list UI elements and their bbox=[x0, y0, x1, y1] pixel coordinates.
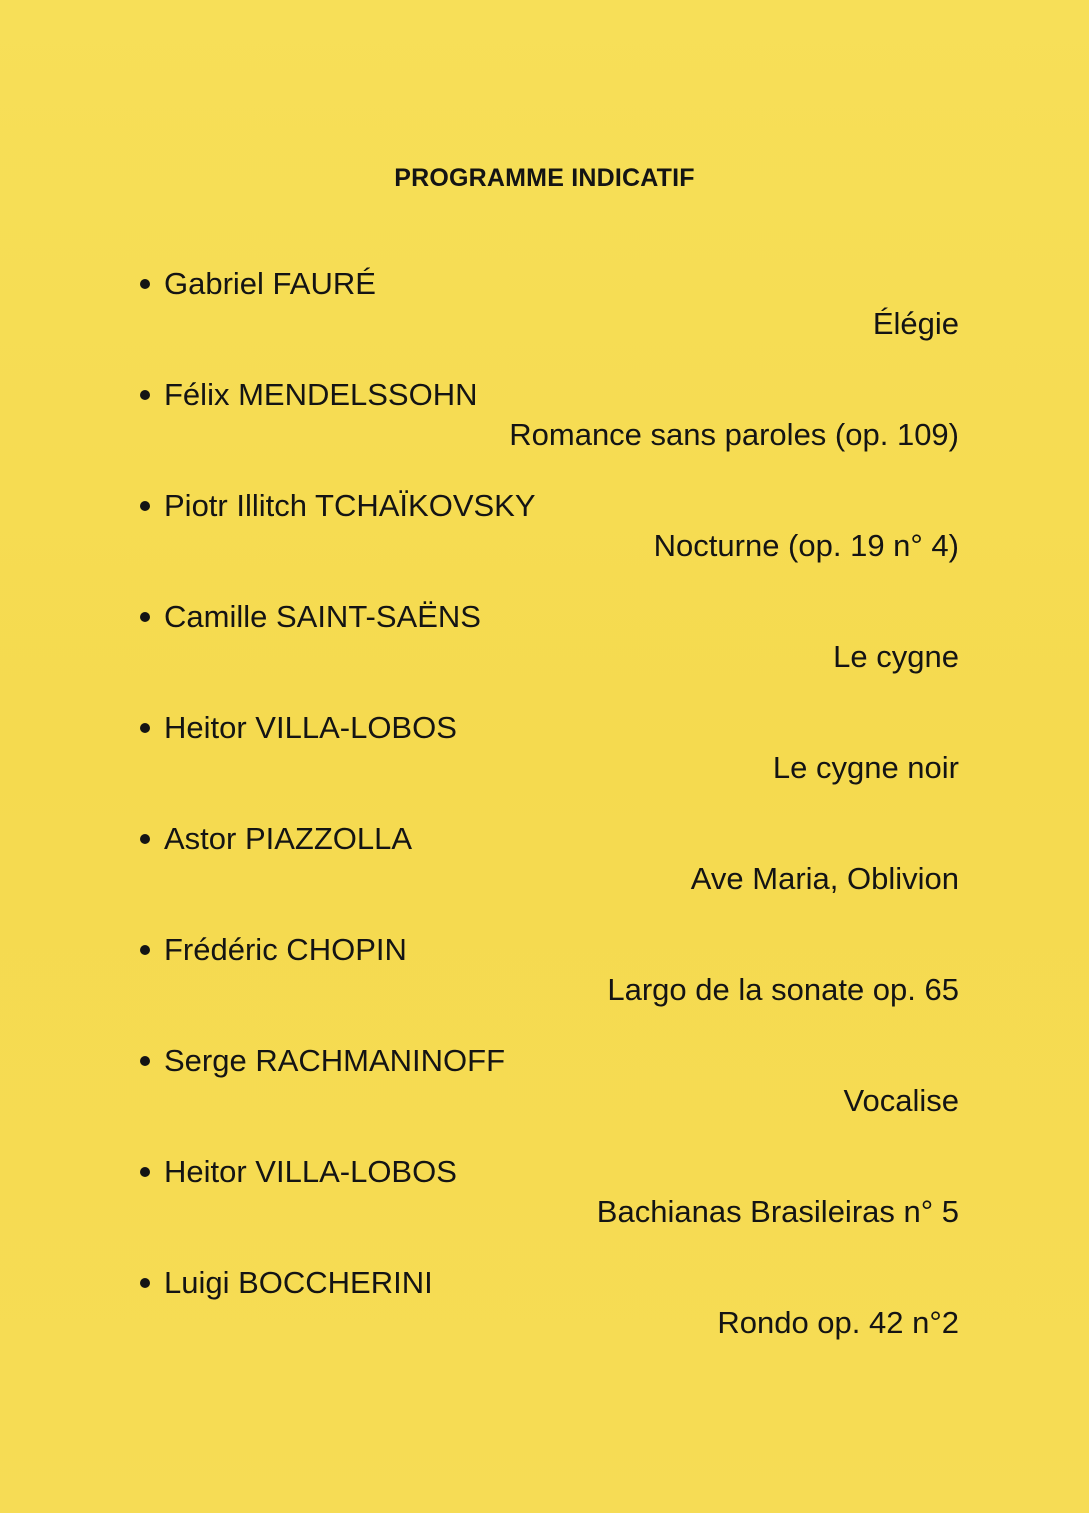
composer-label: Gabriel FAURÉ bbox=[164, 266, 376, 301]
work-title: Bachianas Brasileiras n° 5 bbox=[596, 1194, 959, 1229]
composer-name bbox=[140, 710, 457, 746]
bullet-icon bbox=[140, 612, 150, 622]
work-title: Romance sans paroles (op. 109) bbox=[509, 417, 959, 452]
program-entry bbox=[0, 710, 1089, 810]
bullet-icon bbox=[140, 501, 150, 511]
composer-label: Félix MENDELSSOHN bbox=[164, 377, 478, 412]
work-title: Largo de la sonate op. 65 bbox=[607, 972, 959, 1007]
bullet-icon bbox=[140, 834, 150, 844]
work-title: Le cygne noir bbox=[772, 750, 959, 785]
composer-label: Camille SAINT-SAËNS bbox=[164, 599, 481, 634]
bullet-icon bbox=[140, 945, 150, 955]
program-entry bbox=[0, 599, 1089, 699]
bullet-icon bbox=[140, 390, 150, 400]
work-title: Nocturne (op. 19 n° 4) bbox=[653, 528, 959, 563]
program-entry bbox=[0, 1154, 1089, 1254]
work-title: Rondo op. 42 n°2 bbox=[717, 1305, 959, 1340]
composer-label: Piotr Illitch TCHAÏKOVSKY bbox=[164, 488, 536, 523]
composer-name bbox=[140, 1154, 457, 1190]
bullet-icon bbox=[140, 1278, 150, 1288]
composer-name bbox=[140, 932, 407, 968]
composer-name bbox=[140, 488, 536, 524]
page-title: PROGRAMME INDICATIF bbox=[394, 164, 695, 192]
program-entry bbox=[0, 1043, 1089, 1143]
composer-label: Luigi BOCCHERINI bbox=[164, 1265, 433, 1300]
composer-name bbox=[140, 821, 412, 857]
work-title: Élégie bbox=[872, 306, 959, 341]
composer-name bbox=[140, 1043, 505, 1079]
composer-label: Serge RACHMANINOFF bbox=[164, 1043, 506, 1078]
composer-label: Frédéric CHOPIN bbox=[164, 932, 407, 967]
program-entry bbox=[0, 821, 1089, 921]
composer-name bbox=[140, 599, 481, 635]
composer-name bbox=[140, 377, 478, 413]
bullet-icon bbox=[140, 279, 150, 289]
bullet-icon bbox=[140, 1056, 150, 1066]
composer-label: Heitor VILLA-LOBOS bbox=[164, 710, 457, 745]
bullet-icon bbox=[140, 723, 150, 733]
composer-name bbox=[140, 266, 376, 302]
program-entry bbox=[0, 1265, 1089, 1365]
work-title: Ave Maria, Oblivion bbox=[690, 861, 959, 896]
composer-label: Heitor VILLA-LOBOS bbox=[164, 1154, 457, 1189]
composer-name bbox=[140, 1265, 433, 1301]
program-entry bbox=[0, 932, 1089, 1032]
composer-label: Astor PIAZZOLLA bbox=[164, 821, 413, 856]
program-entry bbox=[0, 377, 1089, 477]
program-entry bbox=[0, 488, 1089, 588]
bullet-icon bbox=[140, 1167, 150, 1177]
program-entry bbox=[0, 266, 1089, 366]
work-title: Le cygne bbox=[833, 639, 959, 674]
work-title: Vocalise bbox=[843, 1083, 959, 1118]
